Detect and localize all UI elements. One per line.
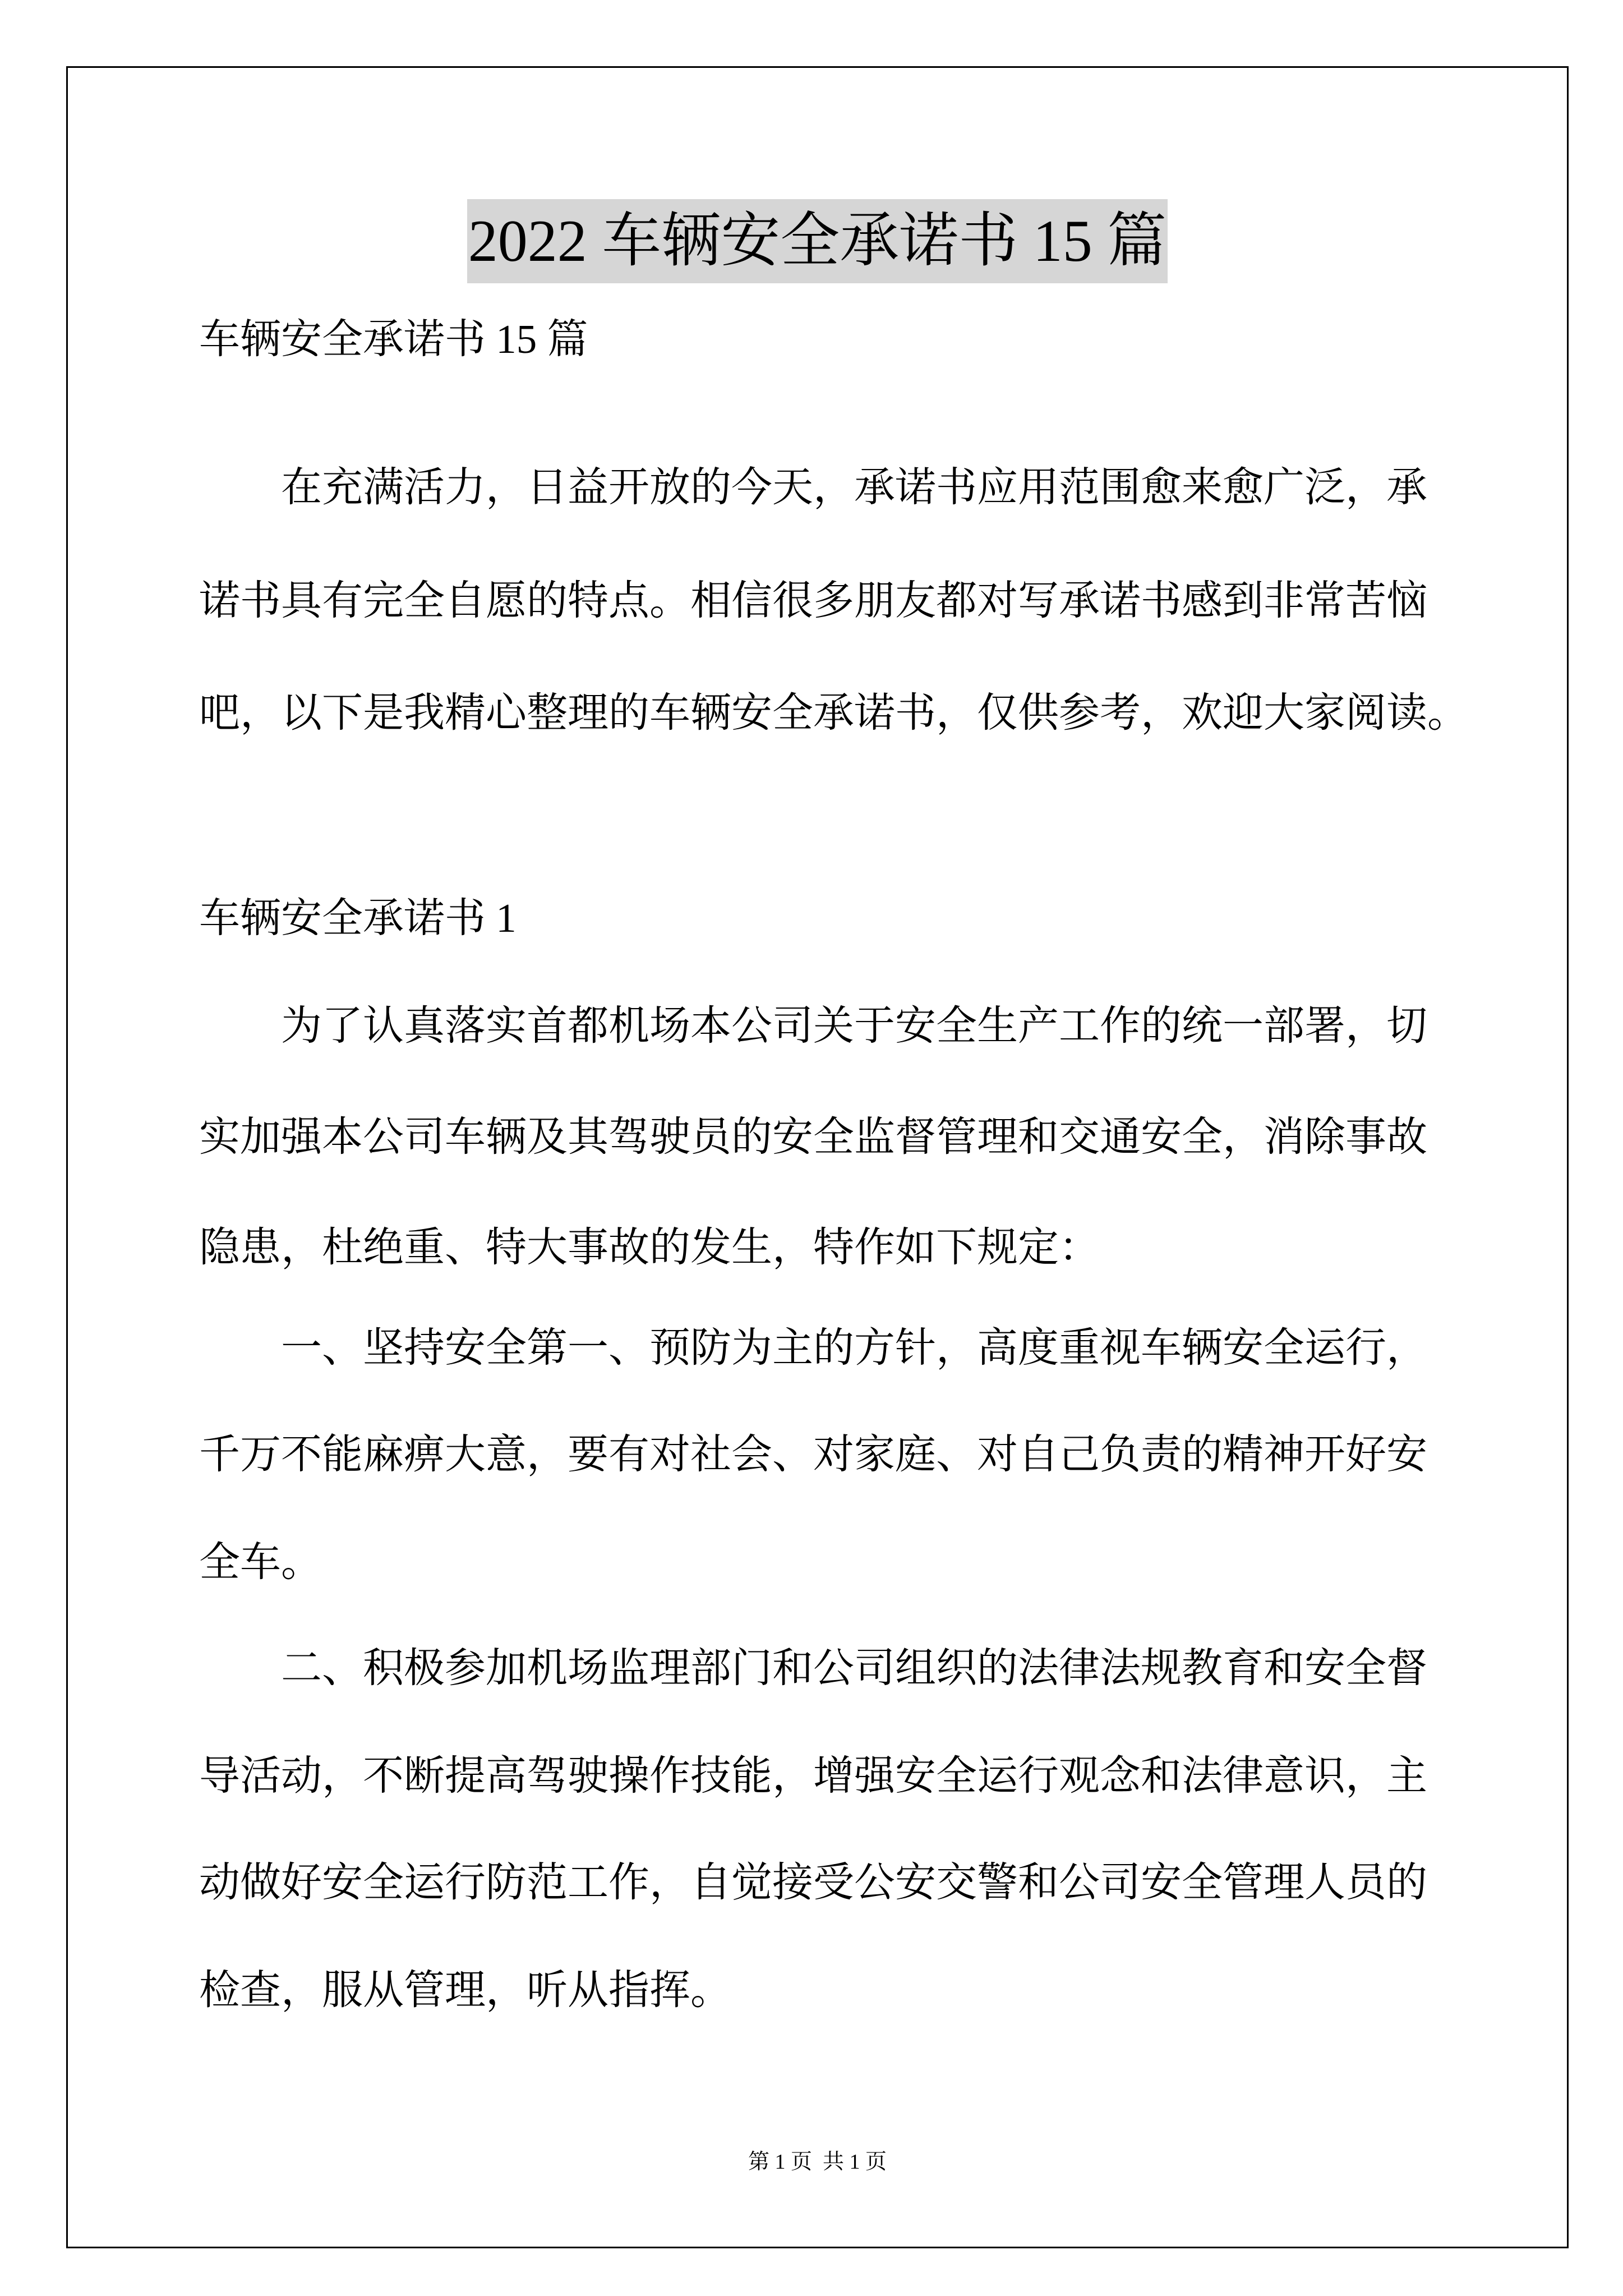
paragraph-line: 全车。 bbox=[199, 1539, 322, 1585]
paragraph-line: 千万不能麻痹大意，要有对社会、对家庭、对自己负责的精神开好安 bbox=[199, 1432, 1427, 1477]
paragraph-line: 导活动，不断提高驾驶操作技能，增强安全运行观念和法律意识，主 bbox=[199, 1753, 1427, 1798]
paragraph-line: 为了认真落实首都机场本公司关于安全生产工作的统一部署，切 bbox=[281, 1003, 1427, 1048]
title-highlight: 2022 车辆安全承诺书 15 篇 bbox=[467, 199, 1168, 283]
paragraph-line: 一、坚持安全第一、预防为主的方针，高度重视车辆安全运行， bbox=[281, 1325, 1427, 1370]
paragraph-line: 诺书具有完全自愿的特点。相信很多朋友都对写承诺书感到非常苦恼 bbox=[199, 578, 1427, 623]
paragraph-line: 吧，以下是我精心整理的车辆安全承诺书，仅供参考，欢迎大家阅读。 bbox=[199, 690, 1468, 735]
section-heading: 车辆安全承诺书 1 bbox=[199, 895, 517, 941]
subtitle: 车辆安全承诺书 15 篇 bbox=[199, 316, 588, 362]
paragraph-line: 在充满活力，日益开放的今天，承诺书应用范围愈来愈广泛，承 bbox=[281, 464, 1427, 510]
paragraph-line: 动做好安全运行防范工作，自觉接受公安交警和公司安全管理人员的 bbox=[199, 1860, 1427, 1905]
title-row bbox=[66, 199, 1569, 283]
paragraph-line: 隐患，杜绝重、特大事故的发生，特作如下规定： bbox=[199, 1225, 1100, 1270]
paragraph-line: 检查，服从管理，听从指挥。 bbox=[199, 1967, 731, 2013]
page-footer: 第 1 页 共 1 页 bbox=[748, 2150, 887, 2174]
paragraph-line: 二、积极参加机场监理部门和公司组织的法律法规教育和安全督 bbox=[281, 1645, 1427, 1691]
paragraph-line: 实加强本公司车辆及其驾驶员的安全监督管理和交通安全，消除事故 bbox=[199, 1114, 1427, 1159]
